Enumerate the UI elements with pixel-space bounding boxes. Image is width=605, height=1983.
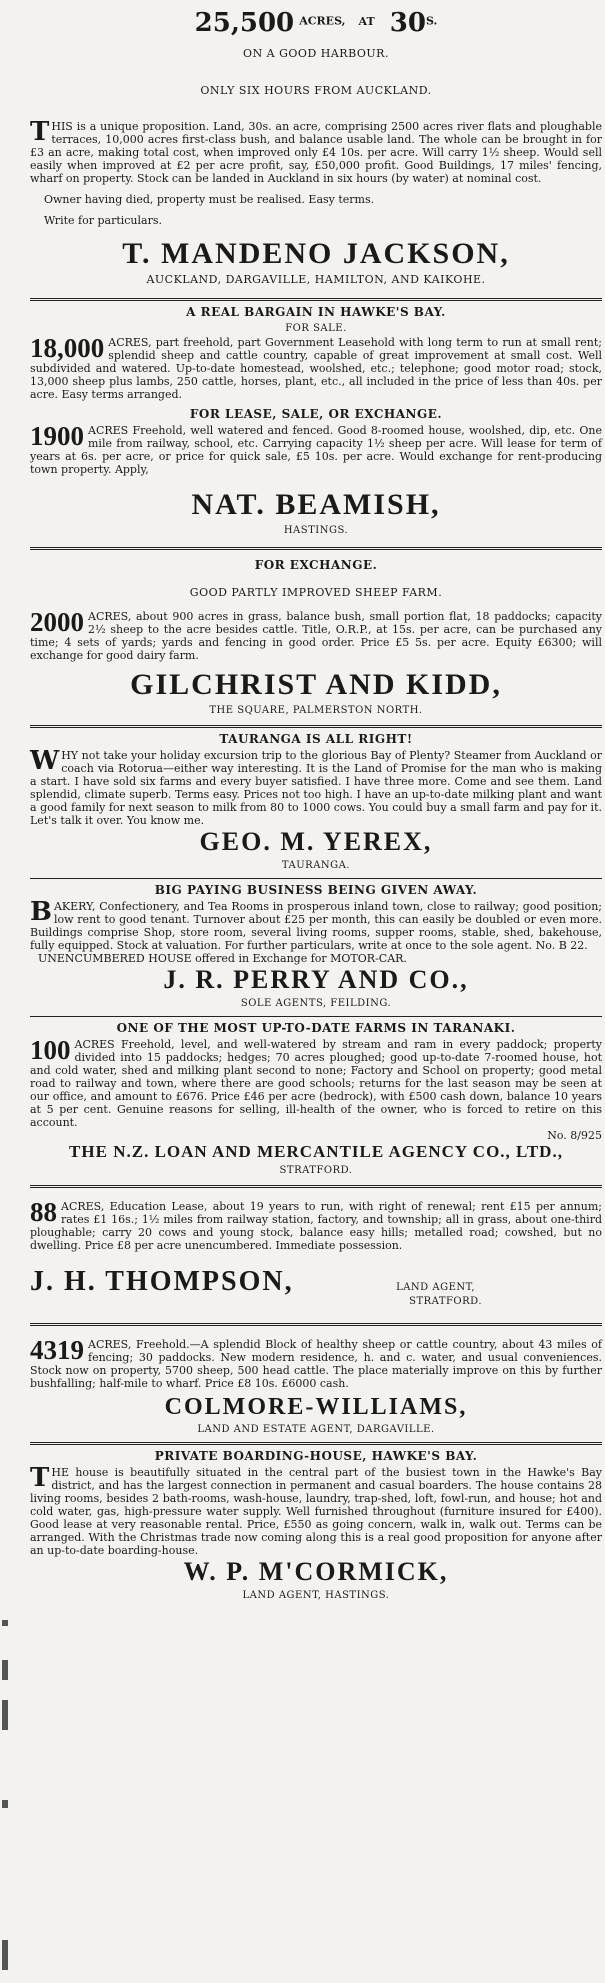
divider [30,878,602,879]
ad9-body: HE house is beautifully situated in the central part of the busiest town in the Hawke's Bay district, and has the largest connection in permanent and casual boarders. The house contains 28 living rooms, besides 2 bath-rooms, wash-house, laundry, trap-shed, loft, fowl-run, and house; hot and cold water, gas, high-pressure water supply. Well furnished throughout (furniture insured for £400). Good lease at very reasonable rental. Price, £550 as going concern, walk in, walk out. Terms can be arranged. With the Christmas trade now coming along this is a real good proposition for anyone after an up-to-date boarding-house. [30,1466,602,1557]
ad2-title: A REAL BARGAIN IN HAWKE'S BAY. [186,305,446,319]
ad3-num: 2000 [30,607,84,637]
divider [30,547,602,550]
ad1-line3: Write for particulars. [44,214,162,227]
ad3-body-block [30,607,602,662]
ad6-body: ACRES Freehold, level, and well-watered by stream and ram in every paddock; property divided into 15 paddocks; hedges; 70 acres ploughed; good up-to-date 7-roomed house, hot and cold water, shed and milking plant second to none; Factory and School on property; good metal road to railway and town, where there are good schools; returns for the last season may be seen at our office, and amount to £676. Price £46 per acre (bedrock), with £500 cash down, balance 10 years at 5 per cent. Genuine reasons for selling, ill-health of the owner, who is forced to retire on this account. [30,1038,602,1129]
ad7-agent-info [389,1280,482,1309]
ad9-dropcap: T [30,1463,50,1493]
ad2-body: ACRES, part freehold, part Government Leasehold with long term to run at small rent; splendid sheep and cattle country, capable of great improvement at small cost. Well subdivided and watered. Up-to-date homestead, woolshed, etc.; telephone; good motor road; stock, 13,000 sheep plus lambs, 250 cattle, horses, plant, etc., all included in the price of less than 40s. per acre. Easy terms arranged. [30,336,602,401]
ad5-agent: J. R. PERRY AND CO., [163,965,469,994]
ad-nat-beamish [30,305,602,537]
ad7-agent-role: LAND AGENT, [396,1282,476,1293]
margin-mark [2,1620,8,1626]
ad2-subtitle: FOR SALE. [285,323,347,334]
ad8-body: ACRES, Freehold.—A splendid Block of healthy sheep or cattle country, about 43 miles of fencing; 30 paddocks. New modern residence, h. and c. water, and usual conveniences. Stock now on property, 5700 sheep, 500 head cattle. The place materially improve on this by further bushfalling; half-mile to wharf. Price £8 10s. £6000 cash. [30,1338,602,1390]
divider [30,1185,602,1188]
ad8-body-block [30,1335,602,1390]
ad2-agent-loc: HASTINGS. [283,525,349,536]
ad6-agent: THE N.Z. LOAN AND MERCANTILE AGENCY CO., LTD., [69,1142,563,1161]
ad-jh-thompson [30,1192,602,1309]
margin-mark [2,1800,8,1808]
ad7-body-block [30,1197,602,1252]
ad9-title: PRIVATE BOARDING-HOUSE, HAWKE'S BAY. [154,1449,478,1463]
ad6-ref: No. 8/925 [547,1129,602,1142]
margin-mark [2,1940,8,1970]
ad2-body2: ACRES Freehold, well watered and fenced. Good 8-roomed house, woolshed, dip, etc. One mile from railway, school, etc. Carrying capacity 1½ sheep per acre. Will lease for term of years at 6s. per acre, or price for quick sale, £5 10s. per acre. Would exchange for rent-producing town property. Apply, [30,424,602,476]
ad1-agent-locations: AUCKLAND, DARGAVILLE, HAMILTON, AND KAIKOHE. [146,273,486,286]
ad1-agent: T. MANDENO JACKSON, [122,237,510,270]
ad5-agent-loc: SOLE AGENTS, FEILDING. [240,998,392,1009]
ad4-body-block [30,746,602,827]
divider [30,1016,602,1017]
ad-mandeno-jackson [30,8,602,286]
divider [30,1323,602,1326]
ad2-title2: FOR LEASE, SALE, OR EXCHANGE. [189,407,443,421]
ad5-line2: UNENCUMBERED HOUSE offered in Exchange for MOTOR-CAR. [38,952,407,965]
ad4-title: TAURANGA IS ALL RIGHT! [219,732,413,746]
divider [30,725,602,728]
ad6-num: 100 [30,1035,71,1065]
ad-gilchrist-kidd [30,558,602,717]
ad6-body-block [30,1035,602,1129]
ad5-dropcap: B [30,897,52,927]
ad-nz-loan [30,1021,602,1177]
ad7-agent-row [30,1266,602,1309]
divider [30,298,602,301]
ad-mccormick [30,1449,602,1602]
margin-mark [2,1700,8,1730]
ad1-headline-price-unit: S. [425,14,438,28]
ad6-agent-loc: STRATFORD. [279,1165,353,1176]
ad5-body: AKERY, Confectionery, and Tea Rooms in prosperous inland town, close to railway; good position; low rent to good tenant. Turnover about £25 per month, this can easily be doubled or even more. Buildings comprise Shop, store room, several living rooms, supper rooms, stable, shed, bakehouse, fully equipped. Stock at valuation. For further particulars, write at once to the sole agent. No. B 22. [30,900,602,952]
ad2-body-block [30,333,602,401]
ad9-body-block [30,1463,602,1557]
ad8-agent-loc: LAND AND ESTATE AGENT, DARGAVILLE. [197,1424,435,1435]
ad2-num2: 1900 [30,421,84,451]
ad1-headline-at: AT [358,14,375,28]
ad1-dropcap: T [30,117,50,147]
ad7-num: 88 [30,1197,57,1227]
ad-colmore-williams [30,1330,602,1436]
ad1-headline-acres: ACRES, [299,14,346,28]
ad4-dropcap: W [30,746,60,776]
ad8-num: 4319 [30,1335,84,1365]
ad1-sub1: ON A GOOD HARBOUR. [243,47,389,60]
ad3-title: FOR EXCHANGE. [254,558,378,572]
ad8-agent: COLMORE-WILLIAMS, [164,1394,468,1420]
ad1-line2: Owner having died, property must be realised. Easy terms. [44,193,375,206]
ad5-title: BIG PAYING BUSINESS BEING GIVEN AWAY. [154,883,478,897]
ad1-headline-price: 30 [389,8,426,38]
ad3-subtitle: GOOD PARTLY IMPROVED SHEEP FARM. [189,586,443,599]
ad3-body: ACRES, about 900 acres in grass, balance bush, small portion flat, 18 paddocks; capacity 2½ sheep to the acre besides cattle. Title, O.R.P., at 15s. per acre, can be purchased any time; 4 sets of yards; yards and fencing in good order. Price £5 5s. per acre. Equity £6300; will exchange for good dairy farm. [30,610,602,662]
ad2-agent: NAT. BEAMISH, [191,488,441,521]
ad2-num: 18,000 [30,333,105,363]
ad4-agent-loc: TAURANGA. [281,860,351,871]
ad9-agent: W. P. M'CORMICK, [183,1557,449,1586]
ad1-headline [30,8,602,38]
ad4-agent: GEO. M. YEREX, [199,827,433,856]
ad7-agent: J. H. THOMPSON, [30,1266,294,1297]
ad1-body-block [30,117,602,185]
ad6-title: ONE OF THE MOST UP-TO-DATE FARMS IN TARANAKI. [116,1021,516,1035]
ad9-agent-loc: LAND AGENT, HASTINGS. [242,1590,390,1601]
ad5-body-block [30,897,602,952]
ad3-agent: GILCHRIST AND KIDD, [130,668,502,701]
ad7-body: ACRES, Education Lease, about 19 years to run, with right of renewal; rent £15 per annum; rates £1 16s.; 1½ miles from railway station, factory, and township; all in grass, about one-third ploughable; carry 20 cows and young stock, balance easy hills; metalled road; cowshed, but no dwelling. Price £8 per acre unencumbered. Immediate possession. [30,1200,602,1252]
divider [30,1442,602,1445]
margin-mark [2,1660,8,1680]
ad2-body2-block [30,421,602,476]
ad1-headline-num: 25,500 [194,8,295,38]
ad3-agent-loc: THE SQUARE, PALMERSTON NORTH. [209,705,423,716]
ad1-body: HIS is a unique proposition. Land, 30s. an acre, comprising 2500 acres river flats and ploughable terraces, 10,000 acres first-class bush, and balance usable land. The whole can be brought in for £3 an acre, making total cost, when improved only £4 10s. per acre. Will carry 1½ sheep. Would sell easily when improved at £2 per acre profit, say, £50,000 profit. Good Buildings, 17 miles' fencing, wharf on property. Stock can be landed in Auckland in six hours (by water) at nominal cost. [30,120,602,185]
ad-geo-yerex [30,732,602,872]
ad4-body: HY not take your holiday excursion trip to the glorious Bay of Plenty? Steamer from Auckland or coach via Rotorua—either way interesting. It is the Land of Promise for the man who is making a start. I have sold six farms and every buyer satisfied. I have three more. Come and see them. Land splendid, climate superb. Terms easy. Prices not too high. I have an up-to-date milking plant and want a good family for next season to milk from 80 to 1000 cows. You could buy a small farm and pay for it. Let's talk it over. You know me. [30,749,602,827]
ad1-sub2: ONLY SIX HOURS FROM AUCKLAND. [200,84,432,97]
ad-jr-perry [30,883,602,1010]
ad7-agent-loc: STRATFORD. [409,1296,482,1307]
